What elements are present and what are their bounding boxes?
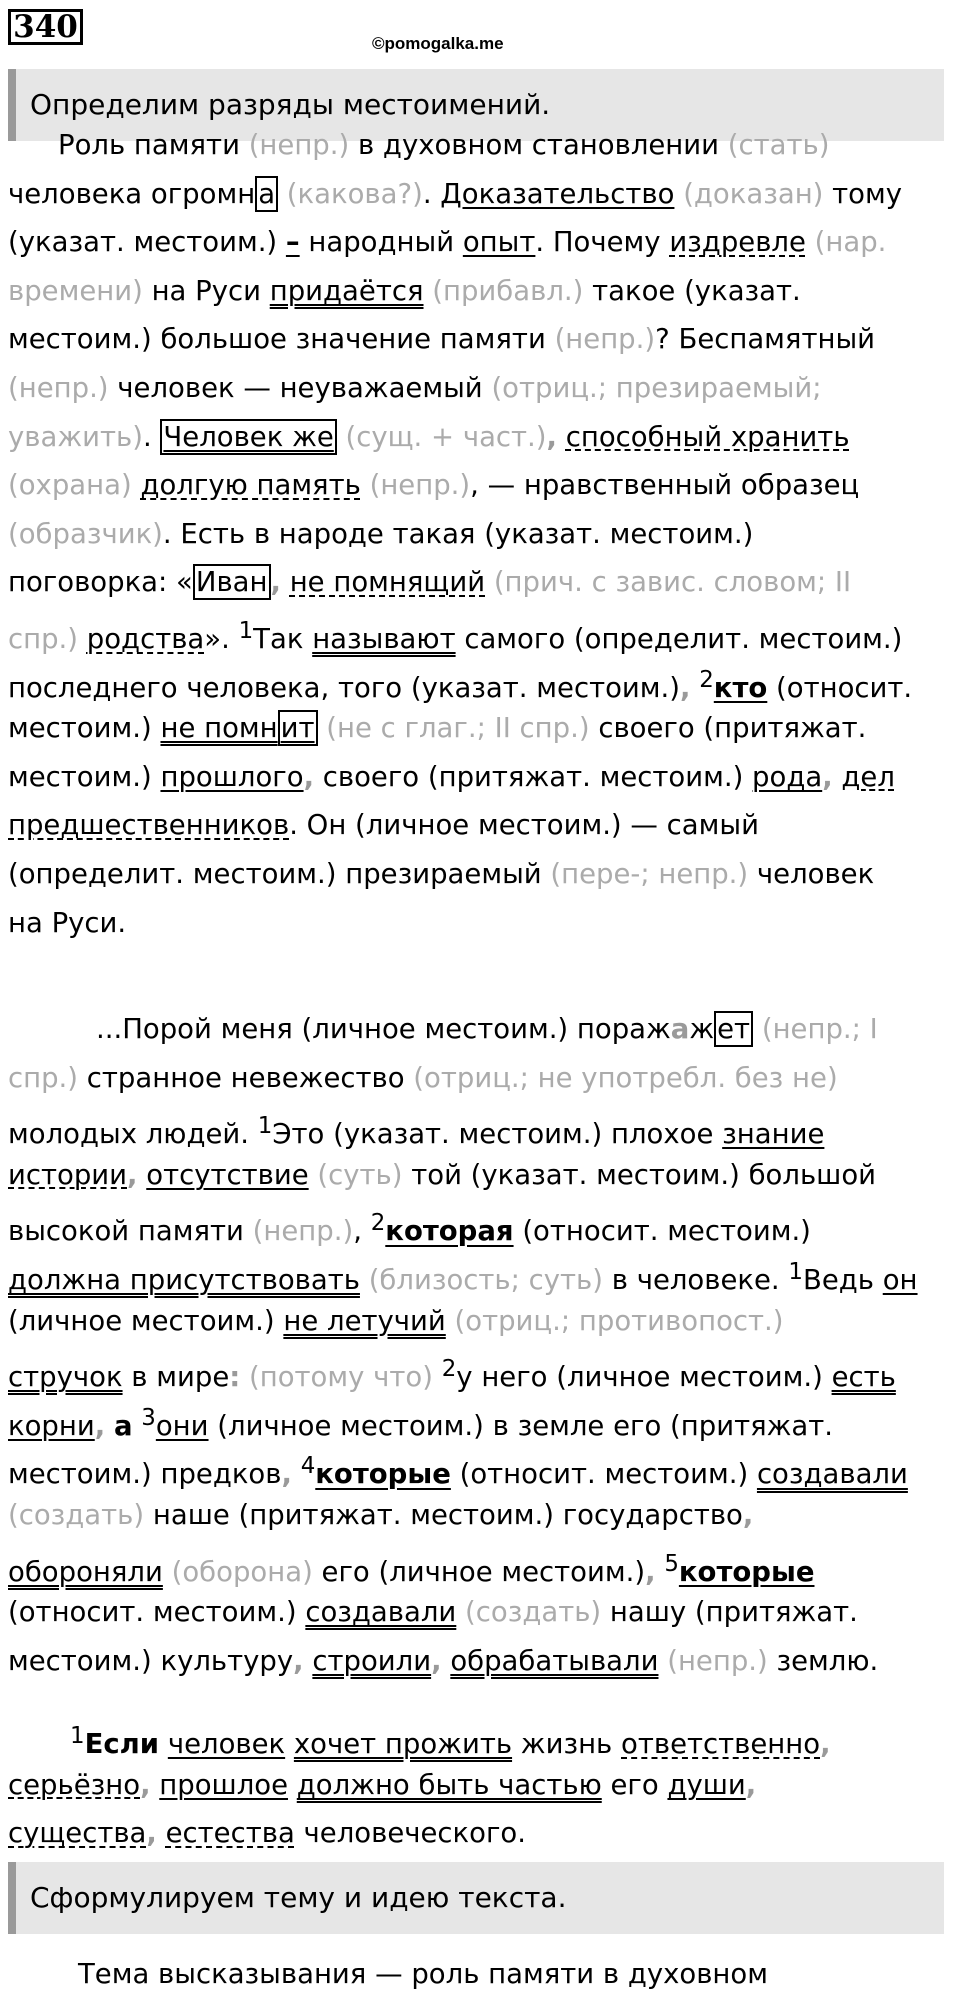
text-line: (указат. местоим.) – народный опыт. Почему издревле (нар. [8, 226, 887, 259]
section-heading-theme-idea: Сформулируем тему и идею текста. [8, 1862, 944, 1934]
text-line: местоим.) культуру, строили, обрабатывали (непр.) землю. [8, 1644, 879, 1677]
text-line: Тема высказывания — роль памяти в духовном [78, 1958, 768, 1990]
text-line: ...Порой меня (личное местоим.) поражаж ет (непр.; I [96, 1013, 878, 1045]
text-line: поговорка: « Иван , не помнящий (прич. с завис. словом; II [8, 566, 852, 599]
text-line: предшественников. Он (личное местоим.) — самый [8, 809, 759, 842]
text-line: серьёзно, прошлое должно быть частью его души, [8, 1768, 757, 1801]
text-line: спр.) родства». $^1$Так называют самого (определит. местоим.) [8, 617, 903, 656]
text-line: человека огромн а (какова?). Доказательство (доказан) тому [8, 177, 903, 210]
paragraph-1 [8, 121, 948, 947]
text-line: обороняли (оборона) его (личное местоим.), $^5$которые [8, 1550, 815, 1588]
section-heading-pronoun-categories: Определим разряды местоимений. [8, 69, 944, 141]
text-line: местоим.) большое значение памяти (непр.)? Беспамятный [8, 323, 876, 356]
site-watermark: ©pomogalka.me [372, 34, 504, 53]
text-line: (охрана) долгую память (непр.), — нравственный образец [8, 469, 860, 502]
text-line: (личное местоим.) не летучий (отриц.; противопост.) [8, 1304, 784, 1337]
text-line: (определит. местоим.) презираемый (пере-; непр.) человек [8, 857, 875, 890]
text-line: высокой памяти (непр.), $^2$которая (относит. местоим.) [8, 1210, 811, 1248]
paragraph-3 [8, 1712, 948, 1858]
text-line: (образчик). Есть в народе такая (указат. местоим.) [8, 517, 754, 550]
paragraph-2 [8, 1005, 948, 1685]
text-line: (относит. местоим.) создавали (создать) нашу (притяжат. [8, 1596, 858, 1629]
text-line: стручок в мире: (потому что) $^2$у него (личное местоим.) есть [8, 1356, 896, 1394]
text-line: существа, естества человеческого. [8, 1817, 526, 1850]
text-line: времени) на Руси придаётся (прибавл.) такое (указат. [8, 274, 801, 307]
text-line: местоим.) не помн ит (не с глаг.; II спр.) своего (притяжат. [8, 712, 867, 745]
text-line: Роль памяти (непр.) в духовном становлении (стать) [58, 129, 830, 161]
text-line: должна присутствовать (близость; суть) в человеке. $^1$Ведь он [8, 1258, 918, 1297]
text-line: уважить). Человек же (сущ. + част.), способный хранить [8, 420, 850, 453]
text-line: спр.) странное невежество (отриц.; не употребл. без не) [8, 1061, 838, 1094]
text-line: истории, отсутствие (суть) той (указат. местоим.) большой [8, 1158, 877, 1191]
exercise-number: 340 [8, 9, 83, 45]
text-line: (непр.) человек — неуважаемый (отриц.; презираемый; [8, 371, 822, 404]
text-line: местоим.) прошлого, своего (притяжат. местоим.) рода, дел [8, 760, 895, 793]
text-line: местоим.) предков, $^4$которые (относит. местоим.) создавали [8, 1453, 908, 1491]
text-line: (создать) наше (притяжат. местоим.) государство, [8, 1498, 754, 1531]
text-line: на Руси. [8, 906, 127, 939]
text-line: последнего человека, того (указат. местоим.), $^2$кто (относит. [8, 666, 913, 704]
paragraph-4 [8, 1950, 948, 1999]
text-line: $^1$Если человек хочет прожить жизнь ответственно, [70, 1723, 831, 1761]
text-line: корни, а $^3$они (личное местоим.) в земле его (притяжат. [8, 1404, 834, 1442]
text-line: молодых людей. $^1$Это (указат. местоим.) плохое знание [8, 1113, 825, 1151]
